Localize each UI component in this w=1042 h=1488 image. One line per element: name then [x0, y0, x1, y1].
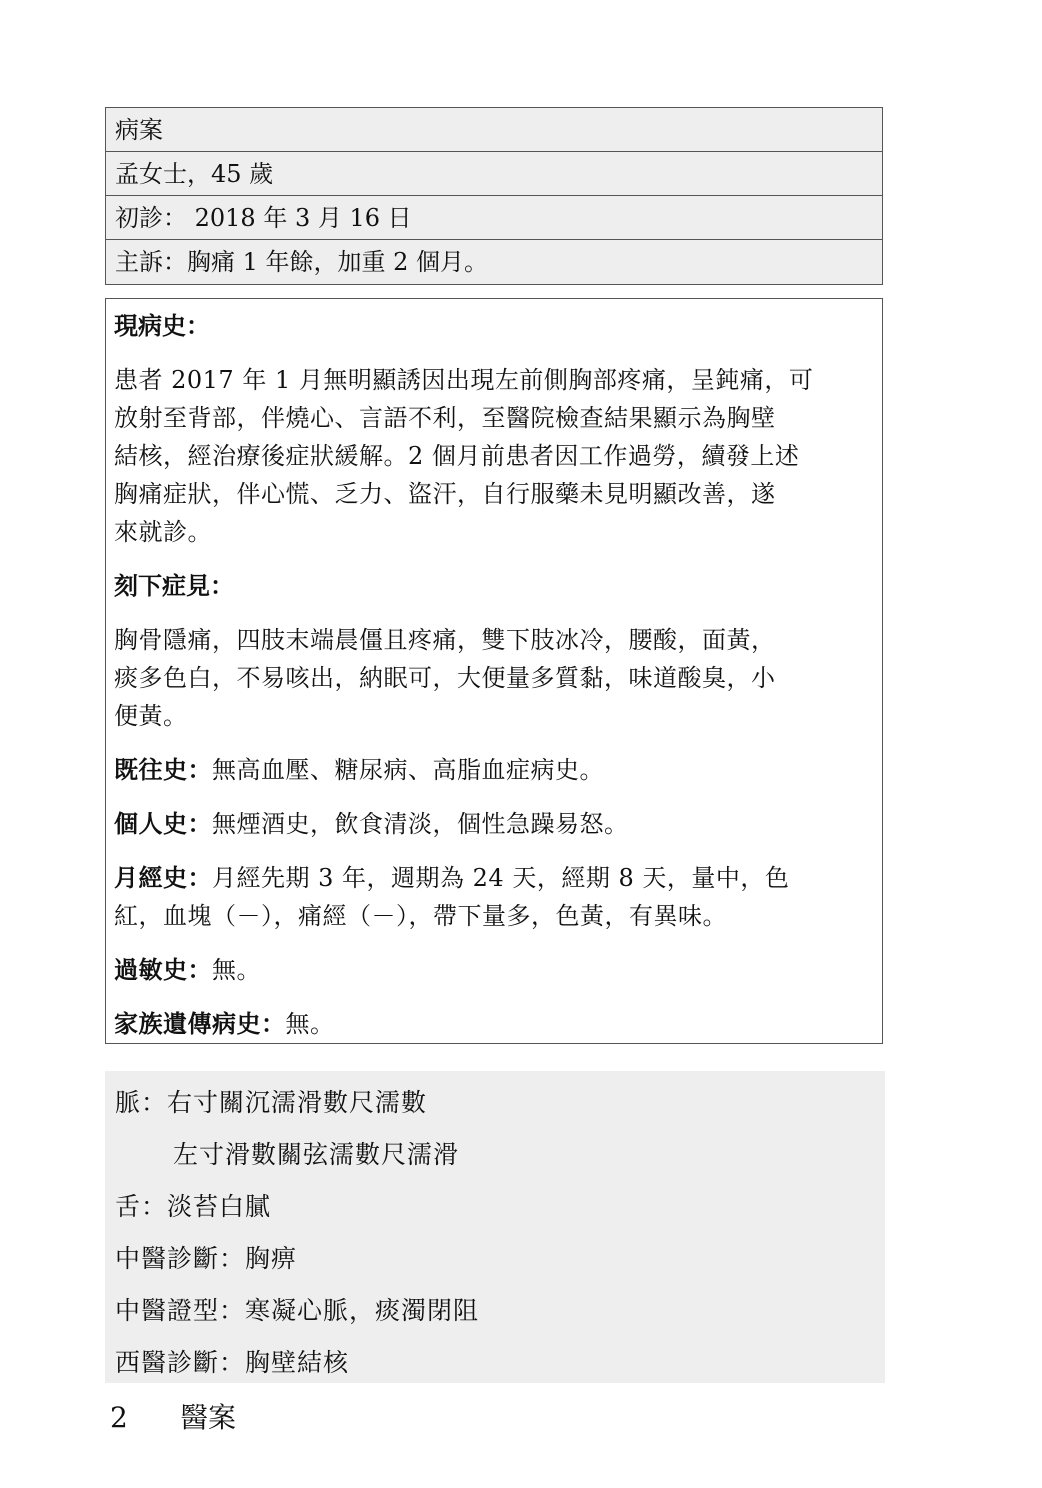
allergy-history — [114, 951, 874, 989]
allergy-history-text: 無。 — [212, 956, 261, 984]
family-history — [114, 1005, 874, 1043]
menstrual-history-label: 月經史： — [114, 863, 212, 892]
menstrual-history — [114, 859, 874, 935]
present-illness-heading: 現病史： — [114, 311, 210, 340]
past-history — [114, 751, 874, 789]
allergy-history-label: 過敏史： — [114, 955, 212, 984]
past-history-text: 無高血壓、糖尿病、高脂血症病史。 — [212, 756, 604, 784]
family-history-text: 無。 — [285, 1010, 335, 1038]
tcm-diagnosis-line: 中醫診斷：胸痹 — [115, 1244, 298, 1273]
tongue-line: 舌：淡苔白膩 — [115, 1192, 272, 1221]
tcm-pattern-line: 中醫證型：寒凝心脈，痰濁閉阻 — [115, 1296, 480, 1325]
personal-history — [114, 805, 874, 843]
diagnosis-box — [105, 1071, 885, 1383]
pulse-line-1: 脈：右寸關沉濡滑數尺濡數 — [115, 1088, 428, 1117]
section-title: 醫案 — [180, 1401, 237, 1434]
pulse-line-2: 左寸滑數關弦濡數尺濡滑 — [173, 1140, 460, 1169]
medical-history-box — [105, 298, 883, 1044]
personal-history-text: 無煙酒史，飲食清淡，個性急躁易怒。 — [212, 810, 629, 838]
case-header-table — [105, 107, 883, 285]
current-symptoms-heading: 刻下症見： — [114, 571, 234, 600]
personal-history-label: 個人史： — [114, 809, 212, 838]
present-illness-text: 患者 2017 年 1 月無明顯誘因出現左前側胸部疼痛，呈鈍痛，可 放射至背部，伴燒心、言語不利，至醫院檢查結果顯示為胸壁 結核，經治療後症狀緩解。2 個月前患者因工作過勞，續發上述 胸痛症狀，伴心慌、乏力、盜汗，自行服藥未見明顯改善，遂 來就診。 — [114, 366, 814, 546]
page-number: 2 — [110, 1401, 128, 1434]
current-symptoms-text: 胸骨隱痛，四肢末端晨僵且疼痛，雙下肢冰冷，腰酸，面黃， 痰多色白，不易咳出，納眠可，大便量多質黏，味道酸臭，小 便黃。 — [114, 626, 776, 730]
case-title: 病案 — [106, 108, 882, 152]
family-history-label: 家族遺傳病史： — [114, 1009, 286, 1038]
western-diagnosis-line: 西醫診斷：胸壁結核 — [115, 1348, 350, 1377]
first-visit-date: 初診： 2018 年 3 月 16 日 — [106, 196, 882, 240]
patient-info: 孟女士，45 歲 — [106, 152, 882, 196]
page-footer — [110, 1398, 236, 1438]
past-history-label: 既往史： — [114, 755, 212, 784]
menstrual-history-text: 月經先期 3 年，週期為 24 天，經期 8 天，量中，色 紅，血塊（－），痛經（－），帶下量多，色黃，有異味。 — [114, 864, 790, 930]
chief-complaint: 主訴：胸痛 1 年餘，加重 2 個月。 — [115, 248, 489, 276]
